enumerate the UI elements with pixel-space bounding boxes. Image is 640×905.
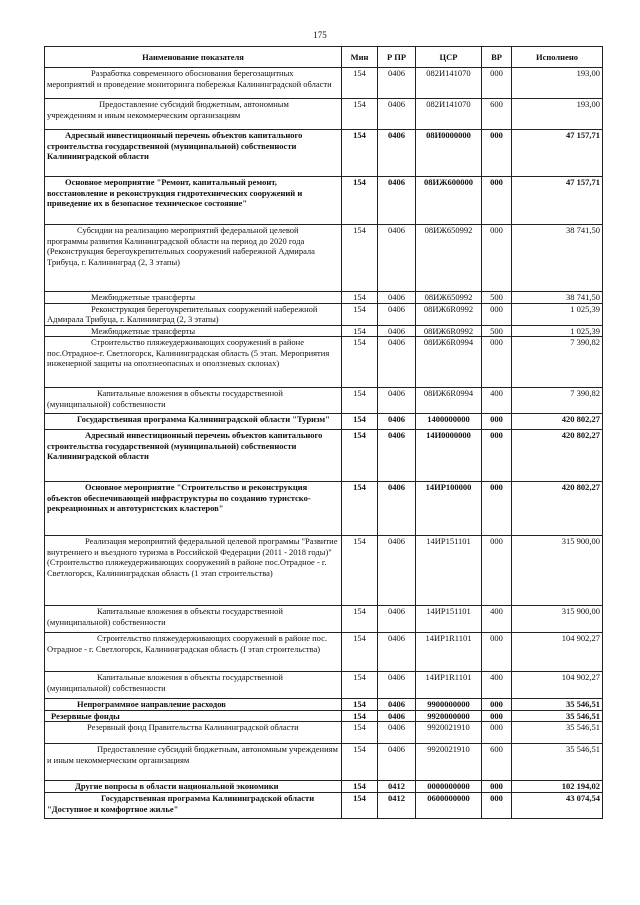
table-row <box>45 99 603 130</box>
cell-executed: 43 074,54 <box>512 793 603 819</box>
cell-rpr: 0406 <box>378 68 416 99</box>
cell-rpr: 0406 <box>378 325 416 337</box>
table-row <box>45 781 603 793</box>
row-name-text: Субсидии на реализацию мероприятий федеральной целевой программы развития Калининградской области на период до 2020 года (Реконструкция берегоукрепительных сооружений набережной Адмирала Трибуца, г. Калининград (2, 3 этапы) <box>47 225 315 267</box>
cell-vr: 000 <box>482 430 512 482</box>
row-name-text: Другие вопросы в области национальной экономики <box>75 781 279 791</box>
table-row <box>45 699 603 711</box>
cell-vr: 000 <box>482 482 512 536</box>
cell-executed: 1 025,39 <box>512 325 603 337</box>
cell-csr: 9920021910 <box>416 744 482 781</box>
cell-vr: 000 <box>482 177 512 225</box>
cell-name <box>45 710 342 722</box>
cell-vr: 000 <box>482 225 512 292</box>
cell-executed: 420 802,27 <box>512 430 603 482</box>
cell-executed: 420 802,27 <box>512 414 603 430</box>
cell-csr: 14ИР100000 <box>416 482 482 536</box>
row-name-text: Государственная программа Калининградской области "Туризм" <box>77 414 330 424</box>
cell-csr: 08ИЖ6R0994 <box>416 337 482 388</box>
cell-min: 154 <box>342 303 378 325</box>
cell-vr: 000 <box>482 414 512 430</box>
cell-vr: 000 <box>482 130 512 177</box>
row-name-text: Основное мероприятие "Строительство и реконструкция объектов обеспечивающей инфраструктуры по созданию туристско-рекреационных и автотуристских кластеров" <box>47 482 311 513</box>
row-name-text: Капитальные вложения в объекты государственной (муниципальной) собственности <box>47 606 283 627</box>
cell-min: 154 <box>342 292 378 304</box>
cell-min: 154 <box>342 710 378 722</box>
table-row <box>45 388 603 414</box>
cell-vr: 600 <box>482 99 512 130</box>
table-header-row <box>45 47 603 68</box>
cell-rpr: 0406 <box>378 414 416 430</box>
cell-csr: 0600000000 <box>416 793 482 819</box>
cell-min: 154 <box>342 388 378 414</box>
header-name: Наименование показателя <box>45 47 342 68</box>
cell-csr: 082И141070 <box>416 68 482 99</box>
cell-min: 154 <box>342 744 378 781</box>
cell-rpr: 0406 <box>378 672 416 699</box>
cell-rpr: 0406 <box>378 225 416 292</box>
cell-min: 154 <box>342 722 378 744</box>
row-name-text: Предоставление субсидий бюджетным, автономным учреждениям и иным некоммерческим организациям <box>47 744 338 765</box>
cell-csr: 14ИР1R1101 <box>416 633 482 672</box>
table-row <box>45 633 603 672</box>
table-row <box>45 672 603 699</box>
cell-executed: 104 902,27 <box>512 672 603 699</box>
cell-csr: 9920021910 <box>416 722 482 744</box>
cell-name <box>45 292 342 304</box>
table-row <box>45 414 603 430</box>
row-name-text: Межбюджетные трансферты <box>91 292 196 302</box>
cell-rpr: 0406 <box>378 292 416 304</box>
cell-rpr: 0412 <box>378 793 416 819</box>
cell-executed: 315 900,00 <box>512 536 603 606</box>
table-row <box>45 68 603 99</box>
cell-csr: 08ИЖ650992 <box>416 225 482 292</box>
budget-table <box>44 46 603 819</box>
cell-executed: 47 157,71 <box>512 130 603 177</box>
header-min: Мин <box>342 47 378 68</box>
cell-name <box>45 337 342 388</box>
row-name-text: Строительство пляжеудерживающих сооружений в районе пос. Отрадное - г. Светлогорск, Калининградская область (I этап строительства) <box>47 633 328 654</box>
cell-vr: 400 <box>482 606 512 633</box>
cell-min: 154 <box>342 130 378 177</box>
cell-executed: 35 546,51 <box>512 744 603 781</box>
cell-executed: 7 390,82 <box>512 337 603 388</box>
cell-vr: 000 <box>482 68 512 99</box>
table-row <box>45 744 603 781</box>
cell-csr: 0000000000 <box>416 781 482 793</box>
cell-name <box>45 536 342 606</box>
cell-csr: 08ИЖ600000 <box>416 177 482 225</box>
cell-name <box>45 99 342 130</box>
cell-rpr: 0406 <box>378 606 416 633</box>
cell-csr: 14ИР151101 <box>416 606 482 633</box>
cell-vr: 500 <box>482 292 512 304</box>
cell-csr: 08ИЖ650992 <box>416 292 482 304</box>
cell-vr: 400 <box>482 388 512 414</box>
cell-min: 154 <box>342 68 378 99</box>
cell-executed: 35 546,51 <box>512 699 603 711</box>
cell-rpr: 0406 <box>378 722 416 744</box>
cell-name <box>45 482 342 536</box>
cell-name <box>45 672 342 699</box>
cell-rpr: 0412 <box>378 781 416 793</box>
cell-min: 154 <box>342 793 378 819</box>
row-name-text: Реконструкция берегоукрепительных сооружений набережной Адмирала Трибуца, г. Калининград (2, 3 этапы) <box>47 303 318 324</box>
table-row <box>45 430 603 482</box>
table-row <box>45 722 603 744</box>
row-name-text: Реализация мероприятий федеральной целевой программы "Развитие внутреннего и въездного туризма в Российской Федерации (2011 - 2018 годы)" (Строительство пляжеудерживающих сооружений в районе пос.Отрадное - г. Светлогорск, Калининградская область (1 этап строительства) <box>47 536 338 578</box>
cell-rpr: 0406 <box>378 303 416 325</box>
cell-executed: 47 157,71 <box>512 177 603 225</box>
cell-csr: 082И141070 <box>416 99 482 130</box>
cell-name <box>45 722 342 744</box>
cell-vr: 400 <box>482 672 512 699</box>
cell-executed: 193,00 <box>512 68 603 99</box>
cell-rpr: 0406 <box>378 710 416 722</box>
cell-min: 154 <box>342 482 378 536</box>
cell-executed: 38 741,50 <box>512 292 603 304</box>
cell-name <box>45 225 342 292</box>
table-row <box>45 710 603 722</box>
cell-csr: 08ИЖ6R0994 <box>416 388 482 414</box>
cell-rpr: 0406 <box>378 388 416 414</box>
table-row <box>45 337 603 388</box>
header-vr: ВР <box>482 47 512 68</box>
row-name-text: Непрограммное направление расходов <box>77 699 226 709</box>
table-row <box>45 225 603 292</box>
cell-name <box>45 325 342 337</box>
table-body <box>45 68 603 819</box>
cell-executed: 1 025,39 <box>512 303 603 325</box>
cell-rpr: 0406 <box>378 99 416 130</box>
table-row <box>45 482 603 536</box>
cell-csr: 08ИЖ6R0992 <box>416 325 482 337</box>
cell-rpr: 0406 <box>378 744 416 781</box>
cell-min: 154 <box>342 633 378 672</box>
cell-vr: 000 <box>482 633 512 672</box>
row-name-text: Капитальные вложения в объекты государственной (муниципальной) собственности <box>47 388 283 409</box>
cell-name <box>45 744 342 781</box>
row-name-text: Государственная программа Калининградской области "Доступное и комфортное жилье" <box>47 793 315 814</box>
cell-rpr: 0406 <box>378 130 416 177</box>
cell-executed: 35 546,51 <box>512 710 603 722</box>
cell-csr: 08И0000000 <box>416 130 482 177</box>
cell-rpr: 0406 <box>378 633 416 672</box>
row-name-text: Строительство пляжеудерживающих сооружений в районе пос.Отрадное-г. Светлогорск, Калининградская область (5 этап. Мероприятия инженерной защиты на оползнеопасных и оползневых склонах) <box>47 337 330 368</box>
cell-rpr: 0406 <box>378 430 416 482</box>
cell-vr: 500 <box>482 325 512 337</box>
cell-min: 154 <box>342 225 378 292</box>
cell-name <box>45 177 342 225</box>
cell-min: 154 <box>342 99 378 130</box>
cell-min: 154 <box>342 337 378 388</box>
cell-vr: 000 <box>482 793 512 819</box>
table-row <box>45 292 603 304</box>
cell-min: 154 <box>342 430 378 482</box>
row-name-text: Основное мероприятие "Ремонт, капитальный ремонт, восстановление и реконструкция гидротехнических сооружений и приведение их в безопасное техническое состояние" <box>47 177 303 208</box>
header-executed: Исполнено <box>512 47 603 68</box>
cell-min: 154 <box>342 536 378 606</box>
cell-executed: 7 390,82 <box>512 388 603 414</box>
cell-name <box>45 430 342 482</box>
table-row <box>45 606 603 633</box>
page-number: 175 <box>313 30 327 40</box>
cell-executed: 104 902,27 <box>512 633 603 672</box>
table-row <box>45 303 603 325</box>
cell-name <box>45 633 342 672</box>
cell-min: 154 <box>342 414 378 430</box>
table-row <box>45 130 603 177</box>
row-name-text: Адресный инвестиционный перечень объектов капитального строительства государственной (муниципальной) собственности Калининградской области <box>47 430 323 461</box>
cell-csr: 14И0000000 <box>416 430 482 482</box>
cell-vr: 000 <box>482 536 512 606</box>
cell-min: 154 <box>342 177 378 225</box>
row-name-text: Предоставление субсидий бюджетным, автономным учреждениям и иным некоммерческим организациям <box>47 99 289 120</box>
cell-vr: 600 <box>482 744 512 781</box>
row-name-text: Резервный фонд Правительства Калининградской области <box>87 722 299 732</box>
cell-executed: 38 741,50 <box>512 225 603 292</box>
cell-min: 154 <box>342 325 378 337</box>
cell-name <box>45 606 342 633</box>
cell-csr: 08ИЖ6R0992 <box>416 303 482 325</box>
header-csr: ЦСР <box>416 47 482 68</box>
cell-csr: 14ИР1R1101 <box>416 672 482 699</box>
cell-executed: 420 802,27 <box>512 482 603 536</box>
cell-name <box>45 699 342 711</box>
cell-min: 154 <box>342 781 378 793</box>
row-name-text: Межбюджетные трансферты <box>91 325 196 336</box>
row-name-text: Капитальные вложения в объекты государственной (муниципальной) собственности <box>47 672 283 693</box>
cell-vr: 000 <box>482 337 512 388</box>
table-row <box>45 793 603 819</box>
cell-vr: 000 <box>482 710 512 722</box>
cell-vr: 000 <box>482 781 512 793</box>
cell-executed: 35 546,51 <box>512 722 603 744</box>
cell-csr: 9920000000 <box>416 710 482 722</box>
cell-name <box>45 781 342 793</box>
cell-csr: 14ИР151101 <box>416 536 482 606</box>
cell-csr: 9900000000 <box>416 699 482 711</box>
row-name-text: Адресный инвестиционный перечень объектов капитального строительства государственной (муниципальной) собственности Калининградской области <box>47 130 303 161</box>
cell-name <box>45 414 342 430</box>
header-rpr: Р ПР <box>378 47 416 68</box>
table-row <box>45 177 603 225</box>
cell-executed: 315 900,00 <box>512 606 603 633</box>
cell-name <box>45 68 342 99</box>
cell-rpr: 0406 <box>378 699 416 711</box>
cell-name <box>45 303 342 325</box>
table-row <box>45 536 603 606</box>
cell-csr: 1400000000 <box>416 414 482 430</box>
row-name-text: Разработка современного обоснования берегозащитных мероприятий и проведение мониторинга побережья Калининградской области <box>47 68 332 89</box>
cell-name <box>45 130 342 177</box>
cell-rpr: 0406 <box>378 482 416 536</box>
cell-min: 154 <box>342 672 378 699</box>
cell-name <box>45 793 342 819</box>
cell-vr: 000 <box>482 699 512 711</box>
row-name-text: Резервные фонды <box>51 710 120 721</box>
cell-vr: 000 <box>482 303 512 325</box>
cell-name <box>45 388 342 414</box>
cell-rpr: 0406 <box>378 536 416 606</box>
cell-executed: 102 194,02 <box>512 781 603 793</box>
cell-rpr: 0406 <box>378 177 416 225</box>
cell-executed: 193,00 <box>512 99 603 130</box>
table-row <box>45 325 603 337</box>
cell-vr: 000 <box>482 722 512 744</box>
cell-min: 154 <box>342 699 378 711</box>
cell-min: 154 <box>342 606 378 633</box>
cell-rpr: 0406 <box>378 337 416 388</box>
